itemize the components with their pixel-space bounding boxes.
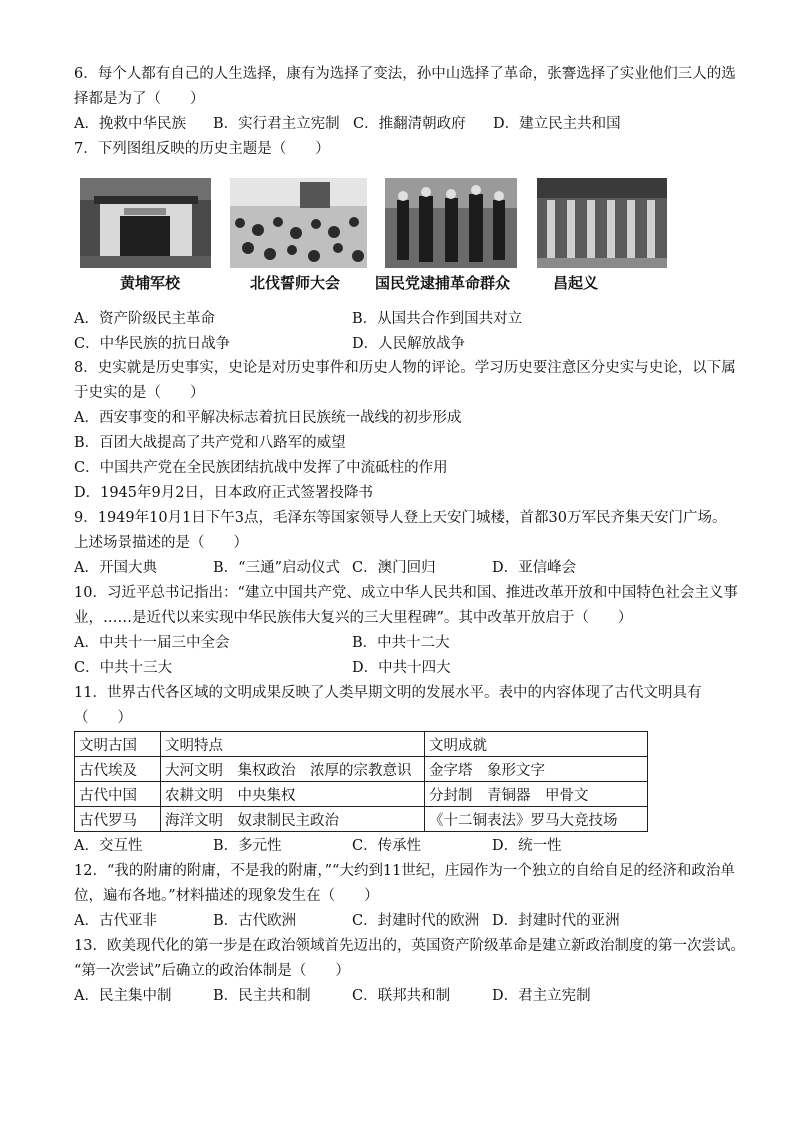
civilization-table: [74, 731, 648, 832]
q10-option-c: C．中共十三大: [74, 660, 173, 676]
q12-option-b: B．古代欧洲: [213, 913, 297, 929]
photo-nanchang-uprising: [537, 178, 667, 268]
q8-stem-line2: 于史实的是（ ）: [74, 385, 205, 401]
table-cell: 海洋文明 奴隶制民主政治: [161, 807, 425, 832]
q7-option-a: A．资产阶级民主革命: [74, 311, 215, 327]
q13-option-d: D．君主立宪制: [492, 988, 591, 1004]
q6-stem-line2: 择都是为了（ ）: [74, 91, 205, 107]
q9-option-d: D．亚信峰会: [492, 560, 577, 576]
caption-northern-expedition: 北伐誓师大会: [250, 274, 341, 292]
q11-option-c: C．传承性: [352, 838, 422, 854]
q8-option-d: D．1945年9月2日，日本政府正式签署投降书: [74, 485, 373, 501]
q11-option-d: D．统一性: [492, 838, 562, 854]
photo-northern-expedition-rally: [230, 178, 367, 268]
q13-option-a: A．民主集中制: [74, 988, 172, 1004]
q13-stem-line1: 13．欧美现代化的第一步是在政治领域首先迈出的，英国资产阶级革命是建立新政治制度的第一次尝试。: [74, 938, 745, 954]
q10-option-a: A．中共十一届三中全会: [74, 635, 230, 651]
q10-option-b: B．中共十二大: [352, 635, 450, 651]
q12-option-c: C．封建时代的欧洲: [352, 913, 480, 929]
q9-stem-line2: 上述场景描述的是（ ）: [74, 535, 248, 551]
q6-stem-line1: 6．每个人都有自己的人生选择，康有为选择了变法，孙中山选择了革命，张謇选择了实业他们三人的选: [74, 66, 736, 82]
q12-stem-line2: 位，遍布各地。”材料描述的现象发生在（ ）: [74, 888, 379, 904]
table-header-row: [75, 732, 648, 757]
q12-stem-line1: 12．“我的附庸的附庸，不是我的附庸，”“大约到11世纪，庄园作为一个独立的自给自足的经济和政治单: [74, 863, 735, 879]
table-cell: 金字塔 象形文字: [425, 757, 648, 782]
q8-option-a: A．西安事变的和平解决标志着抗日民族统一战线的初步形成: [74, 410, 462, 426]
q13-option-c: C．联邦共和制: [352, 988, 451, 1004]
q11-stem-line1: 11．世界古代各区域的文明成果反映了人类早期文明的发展水平。表中的内容体现了古代文明具有: [74, 685, 702, 701]
q8-option-c: C．中国共产党在全民族团结抗战中发挥了中流砥柱的作用: [74, 460, 448, 476]
q13-option-b: B．民主共和制: [213, 988, 311, 1004]
q10-stem-line1: 10．习近平总书记指出：“建立中国共产党、成立中华人民共和国、推进改革开放和中国特色社会主义事: [74, 585, 738, 601]
q8-option-b: B．百团大战提高了共产党和八路军的威望: [74, 435, 346, 451]
q9-option-a: A．开国大典: [74, 560, 157, 576]
q9-option-c: C．澳门回归: [352, 560, 436, 576]
table-cell: 分封制 青铜器 甲骨文: [425, 782, 648, 807]
table-header-cell: 文明特点: [161, 732, 425, 757]
table-row: [75, 782, 648, 807]
q6-option-b: B．实行君主立宪制: [213, 116, 340, 132]
q6-option-a: A．挽救中华民族: [74, 116, 186, 132]
table-cell: 大河文明 集权政治 浓厚的宗教意识: [161, 757, 425, 782]
q11-stem-line2: （ ）: [74, 710, 132, 726]
photo-arrest-revolutionaries: [385, 178, 517, 268]
q6-option-d: D．建立民主共和国: [493, 116, 621, 132]
q7-option-c: C．中华民族的抗日战争: [74, 336, 231, 352]
q7-option-b: B．从国共合作到国共对立: [352, 311, 523, 327]
q13-stem-line2: “第一次尝试”后确立的政治体制是（ ）: [74, 963, 350, 979]
caption-arrest: 国民党逮捕革命群众: [375, 274, 511, 292]
q8-stem-line1: 8．史实就是历史事实，史论是对历史事件和历史人物的评论。学习历史要注意区分史实与史论，以下属: [74, 360, 736, 376]
q6-option-c: C．推翻清朝政府: [353, 116, 466, 132]
q7-option-d: D．人民解放战争: [352, 336, 466, 352]
q9-stem-line1: 9．1949年10月1日下午3点，毛泽东等国家领导人登上天安门城楼，首都30万军民齐集天安门广场。: [74, 510, 727, 526]
photo-whampoa-academy: [80, 178, 211, 268]
q9-option-b: B．“三通”启动仪式: [213, 560, 340, 576]
q12-option-d: D．封建时代的亚洲: [492, 913, 620, 929]
table-header-cell: 文明古国: [75, 732, 161, 757]
q10-option-d: D．中共十四大: [352, 660, 451, 676]
caption-whampoa: 黄埔军校: [120, 274, 181, 292]
table-cell: 古代埃及: [75, 757, 161, 782]
q7-stem: 7．下列图组反映的历史主题是（ ）: [74, 141, 330, 157]
caption-uprising: 昌起义: [553, 274, 599, 292]
table-cell: 农耕文明 中央集权: [161, 782, 425, 807]
table-cell: 《十二铜表法》罗马大竞技场: [425, 807, 648, 832]
table-header-cell: 文明成就: [425, 732, 648, 757]
q11-option-b: B．多元性: [213, 838, 282, 854]
q12-option-a: A．古代亚非: [74, 913, 157, 929]
q10-stem-line2: 业，……是近代以来实现中华民族伟大复兴的三大里程碑”。其中改革开放启于（ ）: [74, 610, 633, 626]
table-cell: 古代中国: [75, 782, 161, 807]
table-row: [75, 807, 648, 832]
table-row: [75, 757, 648, 782]
q11-option-a: A．交互性: [74, 838, 143, 854]
table-cell: 古代罗马: [75, 807, 161, 832]
